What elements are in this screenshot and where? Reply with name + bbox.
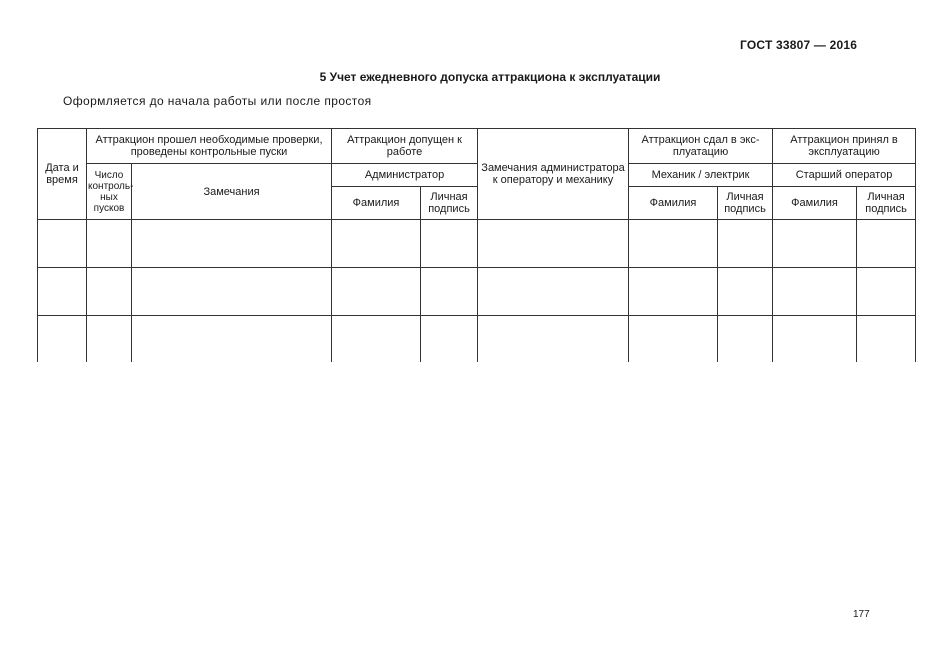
table-cell[interactable] — [38, 316, 87, 363]
table-cell[interactable] — [773, 220, 857, 268]
table-cell[interactable] — [87, 220, 132, 268]
table-cell[interactable] — [421, 316, 478, 363]
header-row-1 — [38, 129, 916, 164]
table-row — [38, 268, 916, 316]
table-cell[interactable] — [857, 268, 916, 316]
header-operator-surname: Фамилия — [773, 187, 857, 220]
header-date-time: Дата и время — [38, 129, 87, 220]
header-remarks: Замечания — [132, 164, 332, 220]
header-admin-surname: Фамилия — [332, 187, 421, 220]
table-cell[interactable] — [718, 268, 773, 316]
page-number: 177 — [853, 609, 870, 620]
header-operator-signature: Личная подпись — [857, 187, 916, 220]
header-admin-signature: Личная подпись — [421, 187, 478, 220]
header-checks-group: Аттракцион прошел необходимые проверки, проведены контрольные пуски — [87, 129, 332, 164]
header-senior-operator: Старший оператор — [773, 164, 916, 187]
table-cell[interactable] — [421, 220, 478, 268]
header-administrator: Администратор — [332, 164, 478, 187]
header-handed-group: Аттракцион сдал в эксплуатацию — [629, 129, 773, 164]
header-mechanic-signature: Личная подпись — [718, 187, 773, 220]
table-cell[interactable] — [421, 268, 478, 316]
header-admin-remarks: Замечания администратора к оператору и механику — [478, 129, 629, 220]
table-cell[interactable] — [478, 316, 629, 363]
table-cell[interactable] — [38, 220, 87, 268]
table-cell[interactable] — [773, 316, 857, 363]
table-cell[interactable] — [629, 268, 718, 316]
header-row-2 — [38, 164, 916, 187]
table-cell[interactable] — [629, 220, 718, 268]
table-cell[interactable] — [132, 316, 332, 363]
table-cell[interactable] — [38, 268, 87, 316]
table-cell[interactable] — [773, 268, 857, 316]
table-cell[interactable] — [132, 220, 332, 268]
table-cell[interactable] — [332, 268, 421, 316]
header-control-runs: Число контрольных пусков — [87, 164, 132, 220]
table-cell[interactable] — [478, 268, 629, 316]
admission-log-table — [37, 128, 916, 362]
header-mechanic: Механик / электрик — [629, 164, 773, 187]
table-cell[interactable] — [718, 316, 773, 363]
header-accepted-group: Аттракцион принял в эксплуатацию — [773, 129, 916, 164]
document-code: ГОСТ 33807 — 2016 — [740, 38, 858, 52]
table-row — [38, 316, 916, 363]
header-mechanic-surname: Фамилия — [629, 187, 718, 220]
table-row — [38, 220, 916, 268]
table-cell[interactable] — [478, 220, 629, 268]
table-cell[interactable] — [332, 220, 421, 268]
section-note: Оформляется до начала работы или после простоя — [63, 94, 372, 108]
header-admitted-group: Аттракцион допущен к работе — [332, 129, 478, 164]
table-cell[interactable] — [132, 268, 332, 316]
table-cell[interactable] — [718, 220, 773, 268]
section-title: 5 Учет ежедневного допуска аттракциона к эксплуатации — [319, 70, 661, 84]
table-cell[interactable] — [87, 268, 132, 316]
table-cell[interactable] — [857, 316, 916, 363]
table-cell[interactable] — [629, 316, 718, 363]
table-cell[interactable] — [332, 316, 421, 363]
table-cell[interactable] — [87, 316, 132, 363]
table-cell[interactable] — [857, 220, 916, 268]
